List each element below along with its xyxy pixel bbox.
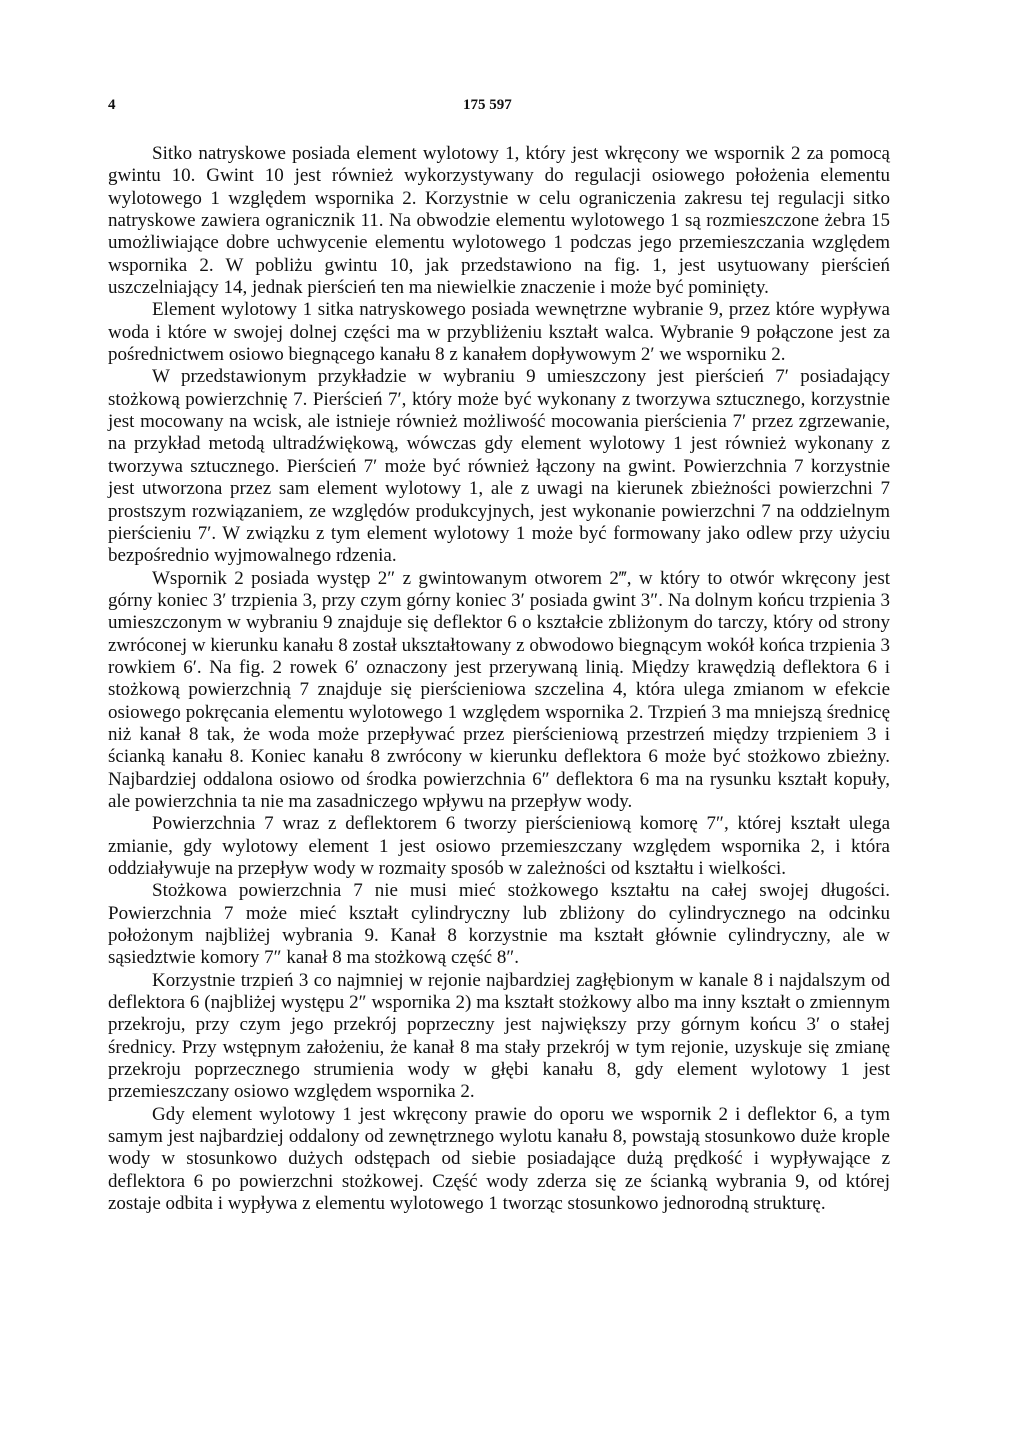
paragraph: Powierzchnia 7 wraz z deflektorem 6 tworzy pierścieniową komorę 7″, której kształt ulega zmianie, gdy wylotowy element 1 jest osiowo przemieszczany względem wspornika 2, i która oddziaływuje na przepływ wody w rozmaity sposób w zależności od kształtu i wielkości. — [108, 813, 890, 879]
page-number: 4 — [108, 97, 116, 113]
paragraph: Gdy element wylotowy 1 jest wkręcony prawie do oporu we wspornik 2 i deflektor 6, a tym samym jest najbardziej oddalony od zewnętrznego wylotu kanału 8, powstają stosunkowo duże krople wody w stosunkowo dużych odstępach od siebie posiadające dużą prędkość i wypływające z deflektora 6 po powierzchni stożkowej. Część wody zderza się ze ścianką wybrania 9, od której zostaje odbita i wypływa z elementu wylotowego 1 tworząc stosunkowo jednorodną strukturę. — [108, 1103, 890, 1215]
paragraph: Korzystnie trzpień 3 co najmniej w rejonie najbardziej zagłębionym w kanale 8 i najdalszym od deflektora 6 (najbliżej występu 2″ wspornika 2) ma kształt stożkowy albo ma inny kształt o zmiennym przekroju, przy czym jego przekrój poprzeczny jest największy przy górnym końcu 3′ o stałej średnicy. Przy wstępnym założeniu, że kanał 8 ma stały przekrój w tym rejonie, uzyskuje się zmianę przekroju poprzecznego strumienia wody w głębi kanału 8, gdy element wylotowy 1 jest przemieszczany osiowo względem wspornika 2. — [108, 969, 890, 1103]
paragraph: W przedstawionym przykładzie w wybraniu 9 umieszczony jest pierścień 7′ posiadający stożkową powierzchnię 7. Pierścień 7′, który może być wykonany z tworzywa sztucznego, korzystnie jest mocowany na wcisk, ale istnieje również możliwość mocowania pierścienia 7′ przez zgrzewanie, na przykład metodą ultradźwiękową, wówczas gdy element wylotowy 1 jest również wykonany z tworzywa sztucznego. Pierścień 7′ może być również łączony na gwint. Powierzchnia 7 korzystnie jest utworzona przez sam element wylotowy 1, ale z uwagi na kierunek zbieżności powierzchni 7 prostszym rozwiązaniem, ze względów produkcyjnych, jest wykonanie powierzchni 7 na oddzielnym pierścieniu 7′. W związku z tym element wylotowy 1 może być formowany jako odlew przy użyciu bezpośrednio wyjmowalnego rdzenia. — [108, 366, 890, 567]
document-body — [108, 143, 890, 1216]
patent-number: 175 597 — [463, 97, 512, 113]
paragraph: Element wylotowy 1 sitka natryskowego posiada wewnętrzne wybranie 9, przez które wypływa woda i które w swojej dolnej części ma w przybliżeniu kształt walca. Wybranie 9 połączone jest za pośrednictwem osiowo biegnącego kanału 8 z kanałem dopływowym 2′ we wsporniku 2. — [108, 299, 890, 366]
paragraph: Wspornik 2 posiada występ 2″ z gwintowanym otworem 2‴, w który to otwór wkręcony jest górny koniec 3′ trzpienia 3, przy czym górny koniec 3′ posiada gwint 3″. Na dolnym końcu trzpienia 3 umieszczonym w wybraniu 9 znajduje się deflektor 6 o kształcie zbliżonym do tarczy, który od strony zwróconej w kierunku kanału 8 został ukształtowany z obwodowo biegnącym wokół końca trzpienia 3 rowkiem 6′. Na fig. 2 rowek 6′ oznaczony jest przerywaną linią. Między krawędzią deflektora 6 i stożkową powierzchnią 7 znajduje się pierścieniowa szczelina 4, która ulega zmianom w efekcie osiowego pokręcania elementu wylotowego 1 względem wspornika 2. Trzpień 3 ma mniejszą średnicę niż kanał 8 tak, że woda może przepływać przez pierścieniową przestrzeń między trzpieniem 3 i ścianką kanału 8. Koniec kanału 8 zwrócony w kierunku deflektora 6 może być stożkowo zbieżny. Najbardziej oddalona osiowo od środka powierzchnia 6″ deflektora 6 ma na rysunku kształt kopuły, ale powierzchnia ta nie ma zasadniczego wpływu na przepływ wody. — [108, 567, 890, 812]
paragraph: Stożkowa powierzchnia 7 nie musi mieć stożkowego kształtu na całej swojej długości. Powierzchnia 7 może mieć kształt cylindryczny lub zbliżony do cylindrycznego na odcinku położonym najbliżej wybrania 9. Kanał 8 korzystnie ma kształt głównie cylindryczny, ale w sąsiedztwie komory 7″ kanał 8 ma stożkową część 8″. — [108, 880, 890, 969]
page-header — [108, 97, 883, 121]
paragraph: Sitko natryskowe posiada element wylotowy 1, który jest wkręcony we wspornik 2 za pomocą gwintu 10. Gwint 10 jest również wykorzystywany do regulacji osiowego położenia elementu wylotowego 1 względem wspornika 2. Korzystnie w celu ograniczenia zakresu tej regulacji sitko natryskowe zawiera ogranicznik 11. Na obwodzie elementu wylotowego 1 są rozmieszczone żebra 15 umożliwiające dobre uchwycenie elementu wylotowego 1 podczas jego przemieszczania względem wspornika 2. W pobliżu gwintu 10, jak przedstawiono na fig. 1, jest usytuowany pierścień uszczelniający 14, jednak pierścień ten ma niewielkie znaczenie i może być pominięty. — [108, 143, 890, 299]
